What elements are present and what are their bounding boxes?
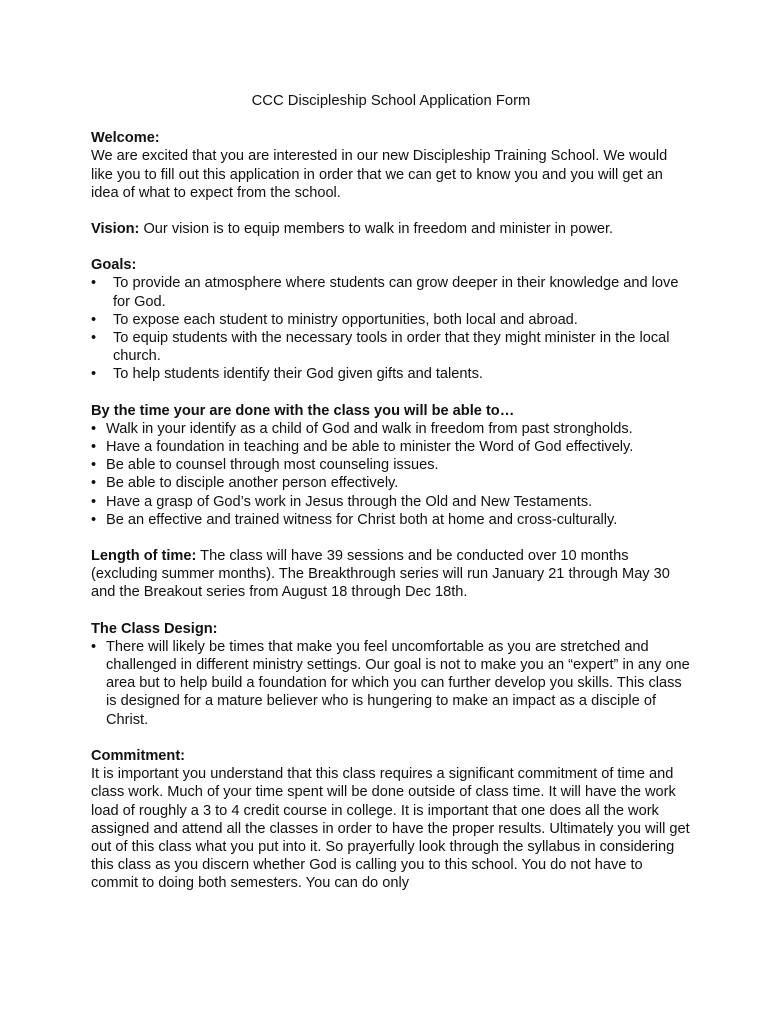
list-item — [91, 493, 691, 511]
length-label: Length of time: — [91, 548, 197, 565]
bullet-icon: • — [91, 311, 97, 328]
bullet-icon: • — [91, 493, 97, 510]
vision-section — [91, 220, 691, 238]
list-item-text: To help students identify their God given gifts and talents. — [113, 366, 483, 383]
outcomes-list — [91, 420, 691, 529]
list-item — [91, 456, 691, 474]
list-item — [91, 474, 691, 492]
bullet-icon: • — [91, 638, 97, 655]
bullet-icon: • — [91, 275, 97, 292]
commitment-heading: Commitment: — [91, 747, 186, 764]
bullet-icon: • — [91, 439, 97, 456]
welcome-section — [91, 129, 691, 202]
list-item — [91, 438, 691, 456]
vision-text: Our vision is to equip members to walk in freedom and minister in power. — [139, 221, 614, 238]
goals-heading: Goals: — [91, 257, 137, 274]
bullet-icon: • — [91, 457, 97, 474]
list-item-text: Be an effective and trained witness for Christ both at home and cross-culturally. — [106, 511, 618, 528]
goals-section — [91, 256, 691, 383]
bullet-icon: • — [91, 330, 97, 347]
list-item-text: Be able to counsel through most counseling issues. — [106, 457, 439, 474]
list-item-text: To equip students with the necessary tools in order that they might minister in the local church. — [113, 330, 670, 365]
length-section — [91, 547, 691, 602]
welcome-heading: Welcome: — [91, 130, 160, 147]
commitment-section — [91, 747, 691, 893]
list-item — [91, 420, 691, 438]
list-item — [91, 638, 691, 729]
class-design-list — [91, 638, 691, 729]
list-item — [91, 329, 691, 365]
list-item-text: There will likely be times that make you feel uncomfortable as you are stretched and challenged in different ministry settings. Our goal is not to make you an “expert” in any one area but to help build a foundation for which you can further develop you skills. This class is designed for a mature believer who is hungering to make an impact as a disciple of Christ. — [106, 638, 690, 728]
list-item-text: To expose each student to ministry opportunities, both local and abroad. — [113, 311, 578, 328]
bullet-icon: • — [91, 366, 97, 383]
vision-paragraph — [91, 220, 691, 238]
outcomes-section — [91, 402, 691, 529]
class-design-heading: The Class Design: — [91, 620, 218, 637]
list-item-text: Be able to disciple another person effectively. — [106, 475, 399, 492]
length-text: The class will have 39 sessions and be conducted over 10 months (excluding summer months). The Breakthrough series will run January 21 through May 30 and the Breakout series from August 18 through Dec 18th. — [91, 548, 670, 601]
list-item-text: Have a foundation in teaching and be able to minister the Word of God effectively. — [106, 439, 634, 456]
list-item — [91, 365, 691, 383]
list-item — [91, 274, 691, 310]
class-design-section — [91, 620, 691, 729]
welcome-text: We are excited that you are interested in our new Discipleship Training School. We would like you to fill out this application in order that we can get to know you and you will get an idea of what to expect from the school. — [91, 148, 668, 201]
list-item-text: Have a grasp of God’s work in Jesus through the Old and New Testaments. — [106, 493, 593, 510]
document-page — [91, 92, 691, 911]
goals-list — [91, 274, 691, 383]
list-item — [91, 311, 691, 329]
commitment-text: It is important you understand that this class requires a significant commitment of time and class work. Much of your time spent will be done outside of class time. It will have the work load of roughly a 3 to 4 credit course in college. It is important that one does all the work assigned and attend all the classes in order to have the proper results. Ultimately you will get out of this class what you put into it. So prayerfully look through the syllabus in considering this class as you discern whether God is calling you to this school. You do not have to commit to doing both semesters. You can do only — [91, 766, 690, 892]
length-paragraph — [91, 547, 691, 602]
bullet-icon: • — [91, 420, 97, 437]
bullet-icon: • — [91, 475, 97, 492]
outcomes-heading: By the time your are done with the class you will be able to… — [91, 402, 515, 419]
document-title: CCC Discipleship School Application Form — [251, 93, 531, 109]
list-item-text: To provide an atmosphere where students can grow deeper in their knowledge and love for God. — [113, 275, 679, 310]
vision-label: Vision: — [91, 221, 140, 238]
bullet-icon: • — [91, 511, 97, 528]
list-item-text: Walk in your identify as a child of God and walk in freedom from past strongholds. — [106, 420, 633, 437]
list-item — [91, 511, 691, 529]
